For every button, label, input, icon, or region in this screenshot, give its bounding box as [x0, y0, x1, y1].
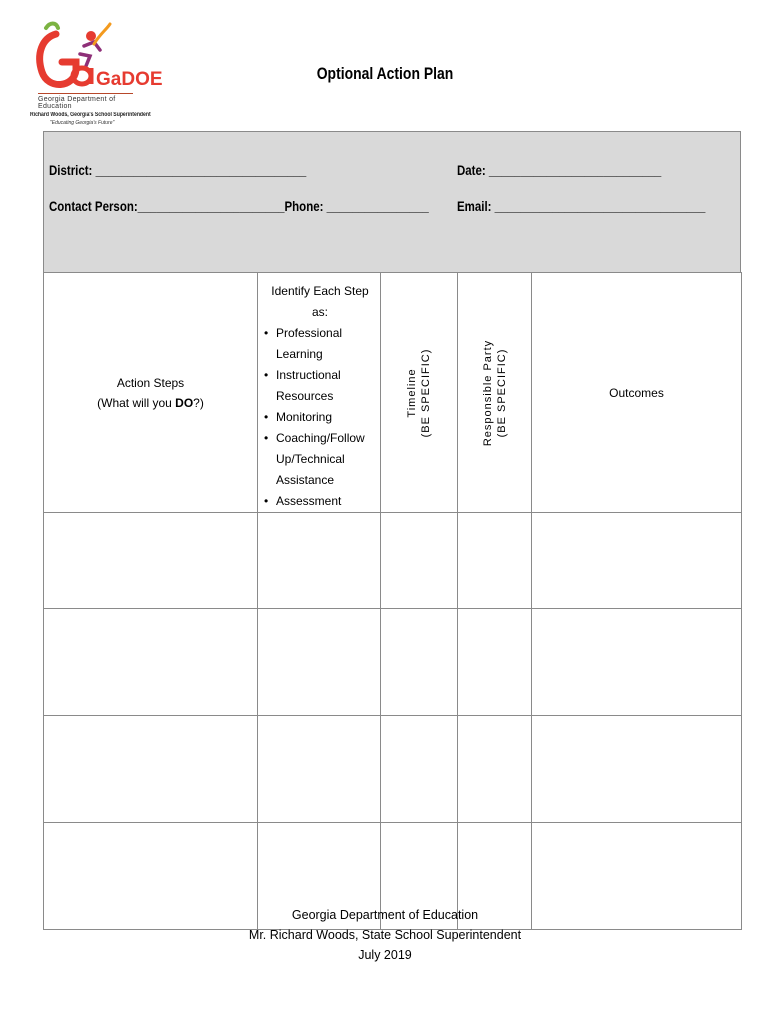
district-field[interactable]: District: _________________________________: [49, 162, 307, 178]
footer-department: Georgia Department of Education: [291, 908, 479, 922]
list-item: • Professional Learning: [264, 323, 376, 365]
action-steps-label: Action Steps: [116, 375, 185, 390]
step-type-list: [264, 323, 376, 512]
timeline-cell[interactable]: [381, 513, 458, 609]
table-row: [44, 513, 742, 609]
footer-superintendent: Mr. Richard Woods, State School Superintendent: [248, 928, 522, 942]
list-item: • Monitoring: [264, 407, 376, 428]
timeline-sublabel: (BE SPECIFIC): [420, 348, 432, 437]
action-step-cell[interactable]: [44, 513, 258, 609]
table-row: [44, 716, 742, 823]
outcomes-cell[interactable]: [532, 513, 742, 609]
date-field[interactable]: Date: ___________________________: [457, 162, 662, 178]
logo-tagline: "Educating Georgia's Future": [50, 120, 115, 126]
outcomes-cell[interactable]: [532, 609, 742, 716]
timeline-label: Timeline: [406, 367, 418, 418]
step-type-cell[interactable]: [258, 716, 381, 823]
responsible-party-cell[interactable]: [458, 609, 532, 716]
responsible-sublabel: (BE SPECIFIC): [495, 348, 508, 437]
timeline-cell[interactable]: [381, 609, 458, 716]
action-plan-table: [43, 272, 742, 930]
timeline-cell[interactable]: [381, 716, 458, 823]
logo-department: Georgia Department of Education: [38, 93, 133, 110]
outcomes-header: Outcomes: [532, 273, 742, 513]
email-field[interactable]: Email: _________________________________: [457, 198, 706, 214]
document-title: Optional Action Plan: [316, 64, 454, 83]
responsible-party-cell[interactable]: [458, 513, 532, 609]
action-steps-sublabel: (What will you DO?): [97, 395, 204, 410]
list-item: • Instructional Resources: [264, 365, 376, 407]
step-type-header: [258, 273, 381, 513]
list-item: • Coaching/Follow Up/Technical Assistance: [264, 428, 376, 491]
table-header-row: [44, 273, 742, 513]
step-type-intro: Identify Each Step as:: [271, 284, 369, 319]
outcomes-cell[interactable]: [532, 716, 742, 823]
table-row: [44, 609, 742, 716]
responsible-label: Responsible Party: [481, 339, 494, 446]
responsible-party-cell[interactable]: [458, 716, 532, 823]
contact-header-box: [43, 131, 741, 273]
step-type-cell[interactable]: [258, 609, 381, 716]
contact-phone-field[interactable]: Contact Person:_______________________Phone: ________________: [49, 198, 429, 214]
footer-date: July 2019: [358, 948, 412, 962]
responsible-label-group: [481, 339, 509, 445]
list-item: • Assessment: [264, 491, 376, 512]
timeline-label-group: [405, 348, 433, 437]
action-steps-header: [44, 273, 258, 513]
action-step-cell[interactable]: [44, 716, 258, 823]
logo-superintendent: Richard Woods, Georgia's School Superintendent: [30, 112, 151, 118]
page-footer: [0, 905, 770, 965]
step-type-cell[interactable]: [258, 513, 381, 609]
timeline-header: [381, 273, 458, 513]
responsible-party-header: [458, 273, 532, 513]
action-step-cell[interactable]: [44, 609, 258, 716]
logo-wordmark: GaDOE: [96, 69, 163, 90]
